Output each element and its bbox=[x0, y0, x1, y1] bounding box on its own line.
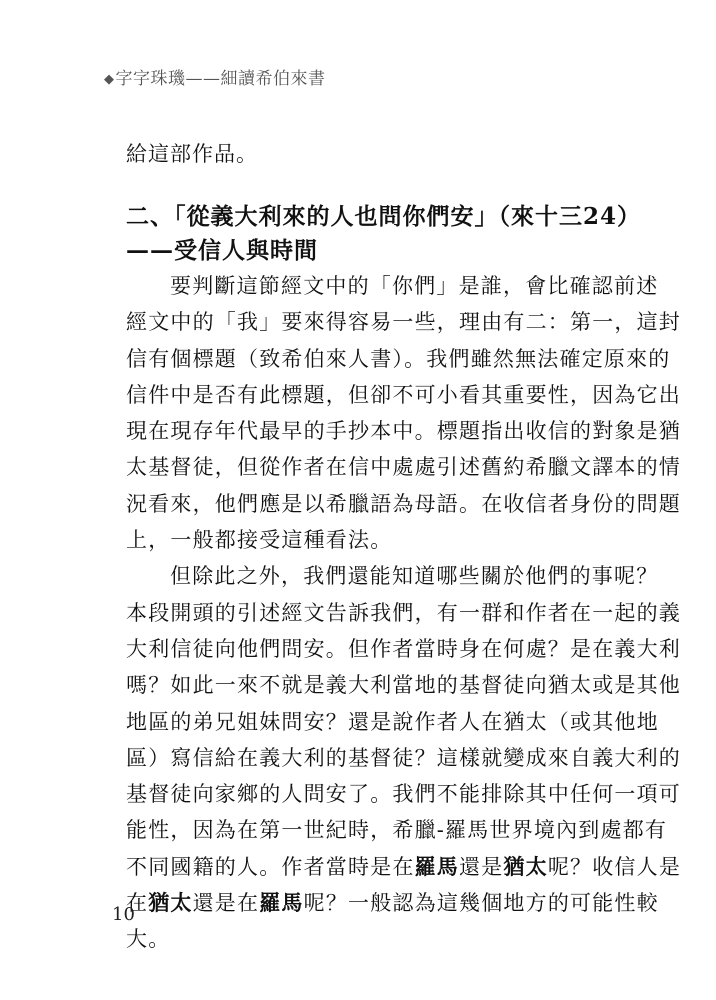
paragraph1-line: 經文中的「我」要來得容易一些，理由有二：第一，這封 bbox=[126, 310, 681, 335]
paragraph2-line: 但除此之外，我們還能知道哪些關於他們的事呢？ bbox=[170, 564, 659, 589]
paragraph1-line: 要判斷這節經文中的「你們」是誰，會比確認前述 bbox=[170, 274, 659, 298]
book-title: 字字珠璣——細讀希伯來書 bbox=[115, 69, 326, 89]
place-name-rome: 羅馬 bbox=[259, 890, 304, 916]
paragraph1-line: 現在現存年代最早的手抄本中。標題指出收信的對象是猶 bbox=[126, 419, 681, 444]
diamond-icon: ◆ bbox=[104, 72, 115, 87]
paragraph2-line: 區）寫信給在義大利的基督徒？這樣就變成來自義大利的 bbox=[126, 745, 681, 770]
paragraph2-line bbox=[126, 885, 659, 921]
paragraph2-line: 基督徒向家鄉的人問安了。我們不能排除其中任何一項可 bbox=[126, 782, 681, 807]
running-header bbox=[104, 64, 326, 89]
place-name-judea: 猶太 bbox=[148, 890, 193, 916]
text-span: 還是 bbox=[459, 854, 504, 879]
section-heading-line1: 二、「從義大利來的人也問你們安」（來十三24） bbox=[126, 203, 642, 230]
paragraph2-line bbox=[126, 849, 682, 885]
place-name-judea: 猶太 bbox=[503, 853, 548, 879]
paragraph2-line: 嗎？如此一來不就是義大利當地的基督徒向猶太或是其他 bbox=[126, 673, 681, 698]
paragraph1-line: 況看來，他們應是以希臘語為母語。在收信者身份的問題 bbox=[126, 491, 681, 516]
text-span: 呢？收信人是 bbox=[547, 854, 682, 879]
text-span: 在 bbox=[126, 891, 149, 916]
paragraph1-line: 信有個標題（致希伯來人書）。我們雖然無法確定原來的 bbox=[126, 346, 671, 371]
paragraph1-line: 信件中是否有此標題，但卻不可小看其重要性，因為它出 bbox=[126, 382, 681, 407]
paragraph2-line: 地區的弟兄姐妹問安？還是說作者人在猶太（或其他地 bbox=[126, 709, 659, 734]
page-number: 10 bbox=[112, 904, 135, 925]
text-span: 還是在 bbox=[192, 891, 260, 916]
intro-line: 給這部作品。 bbox=[126, 142, 258, 166]
place-name-rome: 羅馬 bbox=[414, 853, 460, 879]
paragraph2-line: 能性，因為在第一世紀時，希臘-羅馬世界境內到處都有 bbox=[126, 818, 668, 843]
text-span: 不同國籍的人。作者當時是在 bbox=[126, 854, 415, 879]
body-text bbox=[126, 268, 682, 958]
paragraph2-line: 大。 bbox=[126, 927, 171, 952]
text-span: 呢？一般認為這幾個地方的可能性較 bbox=[303, 891, 659, 916]
paragraph2-line: 本段開頭的引述經文告訴我們，有一群和作者在一起的義 bbox=[126, 600, 681, 625]
paragraph2-line: 大利信徒向他們問安。但作者當時身在何處？是在義大利 bbox=[126, 636, 681, 661]
paragraph1-line: 上，一般都接受這種看法。 bbox=[126, 528, 393, 553]
section-heading-line2: ——受信人與時間 bbox=[126, 237, 318, 264]
section-heading bbox=[126, 200, 641, 268]
paragraph1-line: 太基督徒，但從作者在信中處處引述舊約希臘文譯本的情 bbox=[126, 455, 681, 480]
